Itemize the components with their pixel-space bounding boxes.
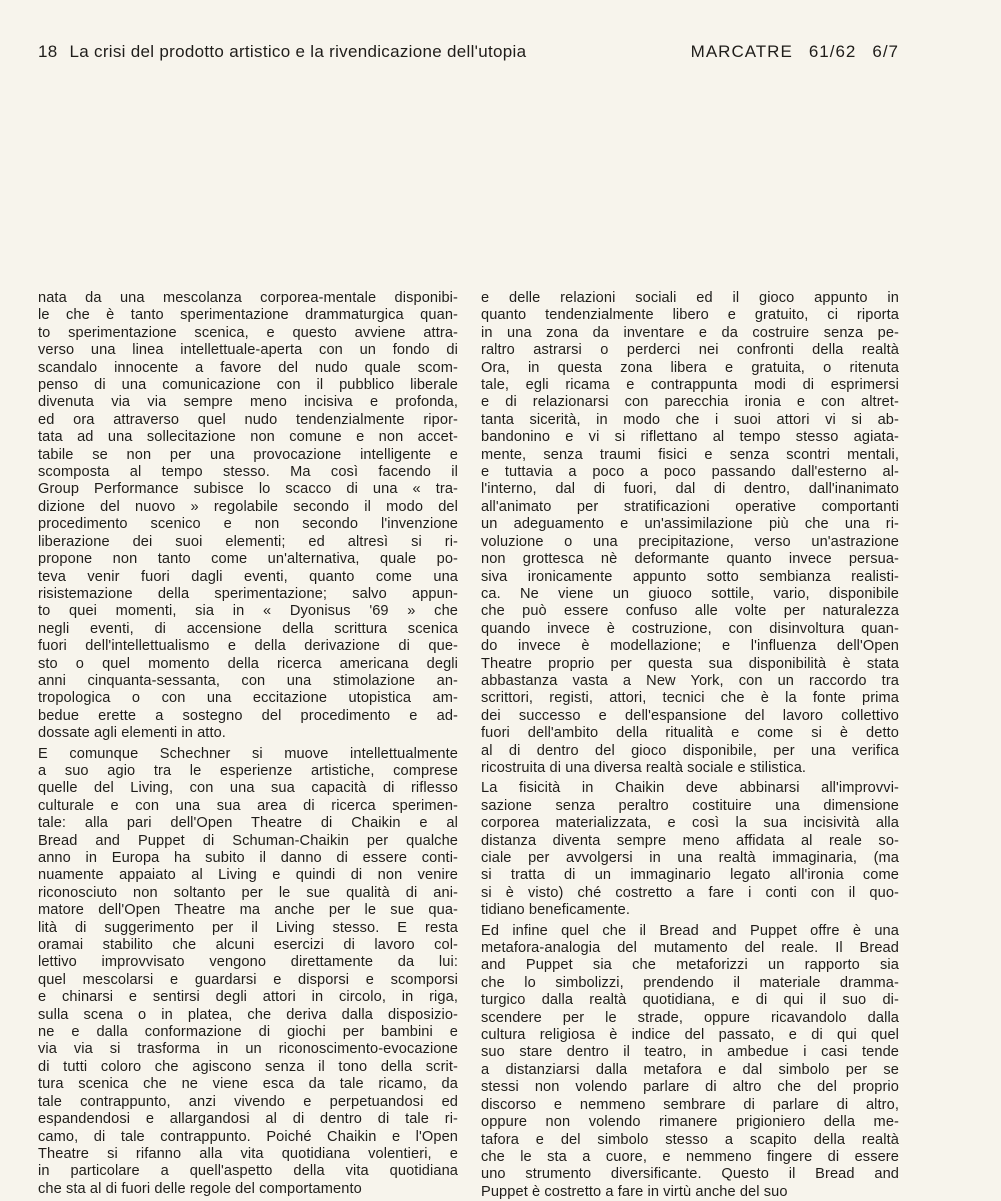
text-line: bedue erette a sostegno del procedimento e ad- [38, 707, 458, 724]
text-line: tidiano beneficamente. [481, 902, 631, 919]
text-line: and Puppet sia che metaforizzi un rapporto sia [481, 957, 899, 974]
paragraph [38, 290, 458, 743]
text-line: espandendosi e allargandosi al di dentro di tale ri- [38, 1111, 458, 1128]
text-line: quanto tendenzialmente libero e gratuito, ci riporta [481, 307, 899, 324]
text-line: quelle del Living, con una sua capacità di riflesso [38, 780, 458, 797]
text-line: culturale e con una sua area di ricerca sperimen- [38, 797, 458, 814]
text-line: tale: alla pari dell'Open Theatre di Chaikin e al [38, 815, 458, 832]
text-line: turgico dalla realtà quotidiana, e di qui il suo di- [481, 992, 899, 1009]
paragraph [481, 290, 899, 777]
text-line: di tutti coloro che agiscono senza il tono della scrit- [38, 1058, 458, 1075]
text-line: tafora e del simbolo stesso a scapito della realtà [481, 1131, 899, 1148]
text-line: verso una linea intellettuale-aperta con un fondo di [38, 342, 458, 359]
running-header [38, 42, 899, 62]
text-line: che sta al di fuori delle regole del comportamento [38, 1180, 362, 1197]
text-line: non grottesca nè deformante quanto invece persua- [481, 551, 899, 568]
text-line: al di dentro del gioco disponibile, per una verifica [481, 742, 899, 759]
text-line: to sperimentazione scenica, e questo avviene attra- [38, 324, 458, 341]
text-line: distanza diventa sempre meno affidata al reale so- [481, 832, 899, 849]
text-line: risistemazione della sperimentazione; salvo appun- [38, 585, 458, 602]
text-line: dei successo e dell'espansione del lavoro collettivo [481, 707, 899, 724]
text-line: e tuttavia a poco a poco passando dall'esterno al- [481, 464, 899, 481]
text-line: suo stare dentro il teatro, in ambedue i casi tende [481, 1044, 899, 1061]
text-line: fuori dell'ambito della ritualità e come si è detto [481, 725, 899, 742]
text-line: bandonino e vi si riflettano al tempo stesso agiata- [481, 429, 899, 446]
journal-name: MARCATRE [690, 42, 793, 61]
text-line: lettivo improvvisato vengono direttamente da lui: [38, 954, 458, 971]
paragraph [481, 780, 899, 919]
text-line: liberazione dei suoi elementi; ed altresì si ri- [38, 533, 458, 550]
text-line: penso di una comunicazione con il pubblico liberale [38, 377, 458, 394]
text-line: nuamente appaiato al Living e quindi di non venire [38, 867, 458, 884]
header-right [691, 42, 899, 62]
text-line: propone non tanto come un'alternativa, quale po- [38, 551, 458, 568]
left-text-column [38, 290, 458, 1198]
text-line: uno strumento diversificante. Questo il Bread and [481, 1166, 899, 1183]
text-line: voluzione o una precipitazione, verso un'astrazione [481, 533, 899, 550]
text-line: to quei momenti, sia in « Dyonisus '69 » che [38, 603, 458, 620]
text-line: Puppet è costretto a fare in virtù anche del suo [481, 1183, 788, 1200]
text-line: sto o quel momento della ricerca americana degli [38, 655, 458, 672]
text-line: tropologica o con una eccitazione utopistica am- [38, 690, 458, 707]
paragraph [38, 746, 458, 1199]
text-line: che le sta a cuore, e nemmeno fingere di essere [481, 1148, 899, 1165]
text-line: cultura religiosa è indice del passato, e di qui quel [481, 1027, 899, 1044]
text-line: sazione senza peraltro costituire una dimensione [481, 797, 899, 814]
text-line: si tratta di un immaginario legato all'ironia come [481, 867, 899, 884]
text-line: divenuta via via sempre meno incisiva e profonda, [38, 394, 458, 411]
text-line: corporea materializzata, e così la sua incisività alla [481, 815, 899, 832]
text-line: quel mescolarsi e guardarsi e disporsi e scomporsi [38, 971, 458, 988]
text-line: si è visto) ché costretto a fare i conti con il quo- [481, 884, 899, 901]
text-line: tale, egli ricama e contrappunta modi di esprimersi [481, 377, 899, 394]
text-line: fuori dell'intellettualismo e della derivazione di que- [38, 638, 458, 655]
text-line: E comunque Schechner si muove intellettualmente [38, 745, 458, 762]
text-line: in una zona da inventare e da costruire senza pe- [481, 324, 899, 341]
text-line: lità di suggerimento per il Living stesso. E resta [38, 919, 458, 936]
text-line: Theatre proprio per questa sua disponibilità è stata [481, 655, 899, 672]
text-line: le che è tanto sperimentazione drammaturgica quan- [38, 307, 458, 324]
text-line: stessi non volendo parlare di altro che del proprio [481, 1079, 899, 1096]
text-line: all'animato per stratificazioni operative comportanti [481, 498, 899, 515]
text-line: a suo agio tra le esperienze artistiche, comprese [38, 762, 458, 779]
text-line: oppure non volendo rimanere prigioniero della me- [481, 1114, 899, 1131]
text-line: teva venir fuori dagli eventi, quanto come una [38, 568, 458, 585]
text-line: ca. Ne viene un giuoco sottile, vario, disponibile [481, 585, 899, 602]
text-line: anno in Europa ha subito il danno di essere conti- [38, 850, 458, 866]
text-line: che può essere confuso alle volte per naturalezza [481, 603, 899, 620]
text-line: Bread and Puppet di Schuman-Chaikin per qualche [38, 832, 458, 849]
text-line: dossate agli elementi in atto. [38, 725, 226, 742]
text-line: che lo simbolizzi, prendendo il materiale dramma- [481, 974, 899, 991]
right-text-column [481, 290, 899, 1201]
text-line: oramai stabilito che alcuni esercizi di lavoro col- [38, 937, 458, 954]
text-line: matore dell'Open Theatre ma anche per le sue qua- [38, 902, 458, 919]
text-line: tata ad una sollecitazione non comune e non accet- [38, 429, 458, 446]
text-line: dizione del nuovo » regolabile secondo il modo del [38, 498, 458, 515]
text-line: Ed infine quel che il Bread and Puppet offre è una [481, 922, 899, 939]
text-line: quando invece è costruzione, con disinvoltura quan- [481, 620, 899, 637]
paragraph [481, 923, 899, 1201]
text-line: negli eventi, di accensione della scrittura scenica [38, 620, 458, 637]
text-line: e delle relazioni sociali ed il gioco appunto in [481, 290, 899, 306]
text-line: metafora-analogia del mutamento del reale. Il Bread [481, 940, 899, 957]
text-line: do invece è modellazione; e l'influenza dell'Open [481, 638, 899, 655]
text-line: siva ironicamente appunto sotto sembianza realisti- [481, 568, 899, 585]
text-line: Ora, in questa zona libera e gratuita, o ritenuta [481, 359, 899, 376]
page-number: 18 [38, 42, 58, 61]
text-line: nata da una mescolanza corporea-mentale disponibi- [38, 290, 458, 306]
text-line: abbastanza vasta a New York, con un raccordo tra [481, 672, 899, 689]
text-line: ed ora attraverso quel nudo tendenzialmente ripor- [38, 411, 458, 428]
text-line: in particolare a quell'aspetto della vita quotidiana [38, 1163, 458, 1180]
text-line: anni cinquanta-sessanta, con una stimolazione an- [38, 672, 458, 689]
text-line: e di relazionarsi con parecchia ironia e con altret- [481, 394, 899, 411]
text-line: tabile se non per una provocazione intelligente e [38, 446, 458, 463]
text-line: ne e dalla conformazione di giochi per bambini e [38, 1024, 458, 1041]
running-title: La crisi del prodotto artistico e la rivendicazione dell'utopia [69, 42, 527, 61]
text-line: e chinarsi e sentirsi degli attori in circolo, in riga, [38, 989, 458, 1006]
text-line: procedimento scenico e non secondo l'invenzione [38, 516, 458, 533]
header-left [38, 42, 526, 62]
text-line: sulla scena o in platea, che deriva dalla disposizio- [38, 1006, 458, 1023]
text-line: l'interno, dal di fuori, dal di dentro, dall'inanimato [481, 481, 899, 498]
text-line: tale contrappunto, anzi vivendo e perpetuandosi ed [38, 1093, 458, 1110]
text-line: Theatre si rifanno alla vita quotidiana volentieri, e [38, 1145, 458, 1162]
text-line: scomposta al tempo stesso. Ma così facendo il [38, 464, 458, 481]
text-line: ricostruita di una diversa realtà sociale e stilistica. [481, 759, 807, 776]
text-line: camo, di tale contrappunto. Poiché Chaikin e l'Open [38, 1128, 458, 1145]
text-line: mente, senza traumi fisici e senza scontri mentali, [481, 446, 899, 463]
text-line: riconosciuto non soltanto per le sue qualità di ani- [38, 884, 458, 901]
text-line: scendere per le strade, oppure ricavandolo dalla [481, 1009, 899, 1026]
text-line: scrittori, registi, attori, tecnici che è la fonte prima [481, 690, 899, 707]
text-line: Group Performance subisce lo scacco di una « tra- [38, 481, 458, 498]
text-line: raltro astrarsi o perderci nei confronti della realtà [481, 342, 899, 359]
text-line: discorso e nemmeno sembrare di parlare di altro, [481, 1096, 899, 1113]
text-line: un adeguamento e un'assimilazione più che una ri- [481, 516, 899, 533]
text-line: La fisicità in Chaikin deve abbinarsi all'improvvi- [481, 780, 899, 797]
text-line: scandalo innocente a favore del nudo quale scom- [38, 359, 458, 376]
page-range: 6/7 [872, 42, 899, 61]
text-line: a distanziarsi dalla metafora e dal simbolo per se [481, 1061, 899, 1078]
text-line: tanta sicerità, in modo che i suoi attori vi si ab- [481, 411, 899, 428]
issue-number: 61/62 [808, 42, 857, 61]
text-line: ciale per avvolgersi in una realtà immaginaria, (ma [481, 850, 899, 866]
text-line: tura scenica che ne viene esca da tale ricamo, da [38, 1076, 458, 1093]
text-line: via via si trasforma in un riconoscimento-evocazione [38, 1041, 458, 1058]
